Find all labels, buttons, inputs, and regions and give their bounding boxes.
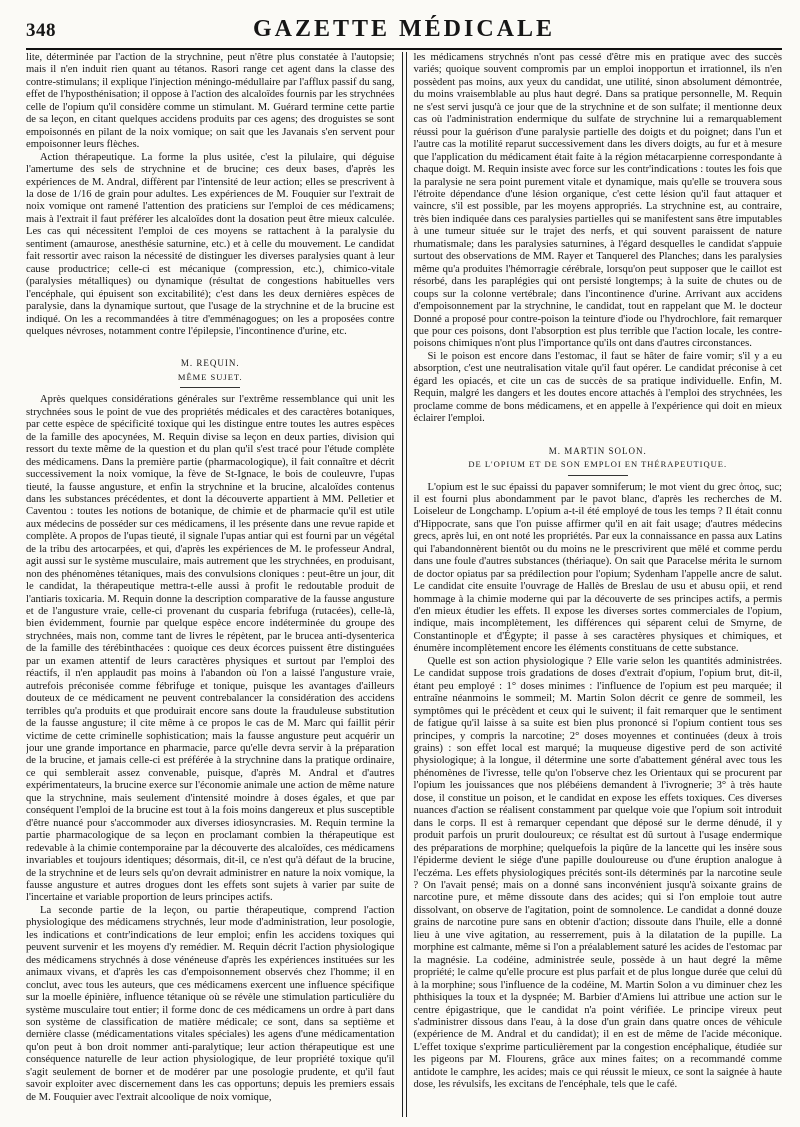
paragraph: L'opium est le suc épaissi du papaver somniferum; le mot vient du grec ὀπος, suc; il est fourni plus abondamment par le pavot blanc, d'après les recherches de M. Loiseleur de Longchamp. L'opium a-t-il été employé de tous les temps ? Il était connu d'Hippocrate, sans que l'on puisse affirmer qu'il en ait fait usage; d'autres médecins grecs, après lui, en ont noté les propriétés. Par eux la connaissance en passa aux Latins qui l'abandonnèrent bientôt ou du moins ne le prescrivirent que mêlé et comme perdu dans une foule d'autres substances (thériaque). On sait que Paracelse mérita le surnom de doctor opiatus par sa prédilection pour l'opium; Sydenham l'appelle ancre de salut. Le candidat cite ensuite l'ouvrage de Hallès de Breslau de usu et abusu opii, et rend hommage à la chimie moderne qui par la découverte de ses principes actifs, a permis d'en mieux étudier les effets. Il expose les diverses sortes commerciales de l'opium, indique, mais incomplètement, les différences qui séparent celui de Smyrne, de Constantinople et d'Égypte; il passe à ses caractères physiques et chimiques, et énumère incomplètement encore les éléments constituans de cette substance. (413, 481, 782, 655)
journal-title: GAZETTE MÉDICALE (252, 16, 556, 42)
paragraph: Quelle est son action physiologique ? Elle varie selon les quantités administrées. Le candidat suppose trois gradations de doses d'extrait d'opium, l'opium brut, dit-il, étant peu employé : 1° doses minimes : l'influence de l'opium est peu marquée; il entraîne néanmoins le sommeil; M. Martin Solon décrit ce genre de sommeil, les symptômes qui le précèdent et ceux qui le suivent; il fait remarquer que le sentiment de fatigue qu'il laisse à sa suite est bien plus prononcé si l'opium contient tous ses principes, y compris la narcotine; 2° doses moyennes et continuées (deux à trois grains) : son effet local est marqué; la muqueuse digestive perd de son activité physiologique; à la longue, il détermine une sorte d'abattement général avec tous les phénomènes de l'ivresse, telle qu'on l'observe chez les Orientaux qui se procurent par l'opium les jouissances que nos plébéiens demandent à l'ivrognerie; 3° à très haute dose, il constitue un poison, et le candidat en expose les effets toxiques. Ces diverses nuances d'action se réalisent constamment par quelque voie que l'opium soit introduit dans le corps. Il est à remarquer cependant que déposé sur le derme dénudé, il y produit parfois un prurit douloureux; ce résultat est dû surtout à l'usage endermique des préparations de morphine; quelquefois la piqûre de la lancette qui les insère sous l'épiderme devient le siége d'une papille douloureuse ou d'une éruption analogue à l'eczéma. Les effets physiologiques précités sont-ils déterminés par la narcotine seule ? On l'avait pensé; mais on a donné sans inconvénient jusqu'à soixante grains de narcotine pure, et même dissoute dans des acides; qui si l'on emploie tout autre dissolvant, on observe de l'agitation, point de somnolence. Le candidat a donné douze grains de narcotine pure sans en obtenir d'action; dissoute dans l'huile, elle a donné lieu à une vive agitation, au resserrement, puis à la dilatation de la pupille. La morphine est calmante, même si l'on a préalablement saturé les acides de l'estomac par la magnésie. La codéine, administrée seule, possède à un haut degré la même propriété; le calme qu'elle procure est plus parfait et de plus longue durée que celui dû à la morphine; sous l'influence de la codéine, M. Martin Solon a vu diminuer chez les phthisiques la toux et la dyspnée; M. Barbier d'Amiens lui attribue une action sur le centre épigastrique, que le candidat n'a point vérifiée. Le principe vireux peut s'administrer dissous dans l'eau, à la dose d'un grain dans quatre onces de véhicule (expérience de M. Andral et du candidat); il en est de même de l'acide méconique. L'effet toxique s'exprime particulièrement par la congestion encéphalique, étudiée sur les pigeons par M. Flourens, grâce aux mines faites; on a recommandé comme antidote le camphre, les acides; mais ce qui réussit le mieux, ce sont la saignée à haute dose, les révulsifs, les excitans de l'encéphale, tels que le café. (413, 655, 782, 1091)
left-column (26, 52, 402, 1117)
paragraph: Après quelques considérations générales sur l'extrême ressemblance qui unit les strychnées sous le point de vue des propriétés médicales et des caractères botaniques, par cette espèce de spécificité toxique qui les distingue entre toutes les autres espèces de la famille des apocynées, M. Requin divise sa leçon en deux parties, division qui ressort du texte même de la question et du plan qu'il s'est tracé pour l'étude complète des médicamens. Dans la première partie (pharmacologique), il fait connaître et décrit successivement la noix vomique, la fève de St-Ignace, le bois de couleuvre, l'upas tieuté, la fausse angusture, et enfin la strychnine et la brucine, alcaloïdes contenus dans les substances précédentes, et dont la découverte appartient à MM. Pelletier et Caventou : toutes les notions de botanique, de chimie et de pharmacie qu'il est utile aux médecins de posséder sur ces médicamens, il les présente dans une revue rapide et complète. A propos de l'upas tieuté, il signale l'upas antiar qui est fourni par un végétal de la tribu des artocarpées, et qui, d'après les expériences de M. le professeur Andral, agit aussi sur le système musculaire, mais autrement que les strychnées, en produisant, non des phénomènes tétaniques, mais des convulsions cloniques : peut-être un jour, dit le candidat, la thérapeutique mettra-t-elle aussi à profit le redoutable produit de l'antiaris toxicaria. M. Requin donne la description comparative de la fausse angusture et de l'angusture vraie, celle-ci provenant du cusparia febrifuga (rutacées), celle-là, bien évidemment, fournie par quelque espèce encore indéterminée du groupe des strychnées, mais non, comme tant de livres le répètent, par le brucea anti-dysenterica de la famille des térébinthacées : quoique ces deux écorces puissent être distinguées par un examen attentif de leurs caractères physiques et surtout par l'emploi des réactifs, il n'en applaudit pas moins à l'abandon où l'on a laissé l'angusture vraie, autrefois préconisée comme fébrifuge et tonique, puisque les avantages d'ailleurs douteux de ce médicament ne peuvent contrebalancer la considération des accidens terribles qu'a produits et que produirait encore sans doute la frauduleuse substitution de la fausse angusture; il cite même à ce propos le cas de M. Marc qui faillit périr victime de cette criminelle sophistication; mais la fausse angusture peut acquérir un jour une grande importance en pharmacie, parce qu'elle devra servir à la préparation de la brucine, et jamais celle-ci est préférée à la strychnine dans la pratique ordinaire, ce qui semblerait assez convenable, puisque, d'après M. Andral et d'autres expérimentateurs, la brucine exerce sur l'économie animale une action de même nature que la strychnine, mais seulement d'intensité moindre à doses égales, et que par conséquent l'emploi de la brucine est tout à la fois moins dangereux et plus susceptible d'être nuancé pour s'accommoder aux diverses idiosyncrasies. M. Requin termine la partie pharmacologique de sa leçon en proclamant combien la thérapeutique est redevable à la chimie contemporaine par la découverte des alcaloïdes, ces médicamens invariables et toujours identiques; désormais, dit-il, ce n'est qu'à défaut de la brucine, de la strychnine et de leurs sels qu'on devrait administrer en nature la noix vomique, la fausse angusture et autres drogues dont les effets sont sujets à varier par suite de l'incertaine et variable proportion de leurs principes actifs. (26, 394, 395, 904)
page-header (26, 14, 782, 50)
article-columns (26, 52, 782, 1117)
paragraph: les médicamens strychnés n'ont pas cessé d'être mis en pratique avec des succès variés; quoique souvent compromis par un emploi inopportun et irrationnel, ils n'en possèdent pas moins, aux yeux du candidat, une utilité, sinon absolument démontrée, du moins vraisemblable au plus haut degré. Dans sa pratique personnelle, M. Requin ne s'est servi jusqu'à ce jour que de la strychnine et de son sulfate; il mentionne deux cas où l'administration endermique du sulfate de strychnine lui a remarquablement réussi pour la guérison d'une paralysie partielle des doigts et du poignet; dans l'un et l'autre cas la motilité reparut successivement dans les divers doigts, au fur et à mesure que l'application du médicament était faite à la région métacarpienne correspondante à chaque doigt. M. Requin insiste avec force sur les contr'indications : toutes les fois que la paralysie ne sera point purement vitale et dynamique, mais qu'elle se trouvera sous l'étroite dépendance d'une lésion organique, c'est cette lésion qu'il faut attaquer et vaincre, s'il est possible, par les moyens appropriés. La strychnine est, au contraire, très bien indiquée dans ces paralysies partielles qui se manifestent sans être imputables à une tumeur située sur le trajet des nerfs, et qui souvent paraissent de nature rhumatismale; dans les paralysies saturnines, à l'égard desquelles le candidat s'appuie surtout des observations de MM. Rayer et Tanquerel des Planches; dans les paralysies même qu'a produites l'hémorragie cérébrale, lorsqu'on peut supposer que le caillot est résorbé, dans les paraplégies qui ont persisté longtemps; à la suite de chutes ou de coups sur la colonne vertébrale; dans l'incontinence d'urine. Arrivant aux accidens d'empoisonnement par la strychnine, le candidat, tout en rappelant que M. le docteur Donné a proposé pour contre-poison la teinture d'iode ou l'hydrochlore, fait remarquer que pour ces poisons, dont l'absorption est plus terrible que l'action locale, les contre-poisons chimiques n'ont plus l'importance qu'ils ont dans d'autres circonstances. (413, 52, 782, 350)
section-subject-heading: DE L'OPIUM ET DE SON EMPLOI EN THÉRAPEUTIQUE. (468, 459, 728, 470)
section-author-heading: M. MARTIN SOLON. (548, 445, 647, 456)
page-number: 348 (26, 20, 56, 41)
paragraph: lite, déterminée par l'action de la strychnine, peut n'être plus constatée à l'autopsie; mais il n'en induit rien quant au tétanos. Rasori range cet agent dans la classe des contre-stimulans; il explique l'injection méningo-médullaire par l'afflux passif du sang, effet de l'hyposthénisation; il oppose à l'action des alcaloïdes fournis par les strychnées celle de l'opium qu'il considère comme un stimulant. M. Guérard termine cette partie de sa leçon, en citant quelques accidens produits par ces agens; des droguistes se sont empoisonnés en pilant de la noix vomique; on sait que les Javanais s'en servent pour empoisonner leurs flèches. (26, 52, 395, 151)
divider (180, 387, 240, 388)
paragraph: Action thérapeutique. La forme la plus usitée, c'est la pilulaire, qui déguise l'amertume des sels de strychnine et de brucine; ces deux bases, d'après les expériences de M. Andral, diffèrent par l'intensité de leur action; elles se prescrivent à la dose de 1/16 de grain pour adultes. Les expériences de M. Fouquier sur l'extrait de noix vomique ont ramené l'attention des praticiens sur l'emploi de ces médicamens; mais à l'extrait il faut préférer les alcaloïdes dont la dosation peut être mieux calculée. Les cas qui nécessitent l'emploi de ces moyens se rattachent à la paralysie du sentiment (amaurose, anesthésie saturnine, etc.) et à celle du mouvement. Le candidat fait ressortir avec raison la nécessité de distinguer les diverses paralysies quant à leur cause productrice; celle-ci est mécanique (compression, etc.), chimico-vitale (paralysies métalliques) ou dynamique (résultat de congestions habituelles vers l'encéphale, qui épuisent son excitabilité); c'est dans les deux dernières espèces de paralysie, dans la dynamique surtout, que l'usage de la strychnine et de la brucine est indiqué. On les a recommandées à titre d'emménagogues; on les a proposées contre quelques névroses, notamment contre l'épilepsie, l'incontinence d'urine, etc. (26, 151, 395, 337)
section-author-heading: M. REQUIN. (180, 358, 240, 369)
paragraph: La seconde partie de la leçon, ou partie thérapeutique, comprend l'action physiologique des médicamens strychnés, leur mode d'administration, leur posologie, les indications et contr'indications de leur emploi; enfin les accidens toxiques qui peuvent survenir et les moyens d'y remédier. M. Requin décrit l'action physiologique des médicamens strychnés à dose vénéneuse d'après les expériences instituées sur les animaux vivans, et d'après les cas d'empoisonnement observés chez l'homme; il en conclut, avec tous les auteurs, que ces médicamens exercent une influence spécifique sur la moelle épinière, influence tétanique où se révèle une stimulation particulière du système musculaire tout entier; il forme donc de ces médicamens un ordre à part dans son système de classification de matière médicale; ce sont, dans sa septième et dernière classe (médicamentations vitales spéciales) les agens d'une médicamentation qu'on peut à bon droit nommer anti-paralytique; leur action thérapeutique est une conséquence naturelle de leur action physiologique, de leur propriété toxique qu'il s'agit seulement de borner et de modérer par une posologie prudente, et qu'il faut savoir exploiter avec discernement dans les cas opportuns; depuis les premiers essais de M. Fouquier avec l'extrait alcoolique de noix vomique, (26, 904, 395, 1103)
divider (568, 475, 628, 476)
section-subject-heading: MÊME SUJET. (177, 371, 243, 382)
paragraph: Si le poison est encore dans l'estomac, il faut se hâter de faire vomir; s'il y a eu absorption, c'est une neutralisation vitale qu'il faut opérer. Le candidat préconise à cet égard les opiacés, et cite un cas de succès de sa pratique individuelle. Enfin, M. Requin, malgré les dangers et les doutes encore attachés à l'emploi des strychnées, les proclame comme de bons médicamens, et en appelle à l'expérience qui doit en mieux éclairer l'emploi. (413, 350, 782, 425)
right-column (407, 52, 783, 1117)
